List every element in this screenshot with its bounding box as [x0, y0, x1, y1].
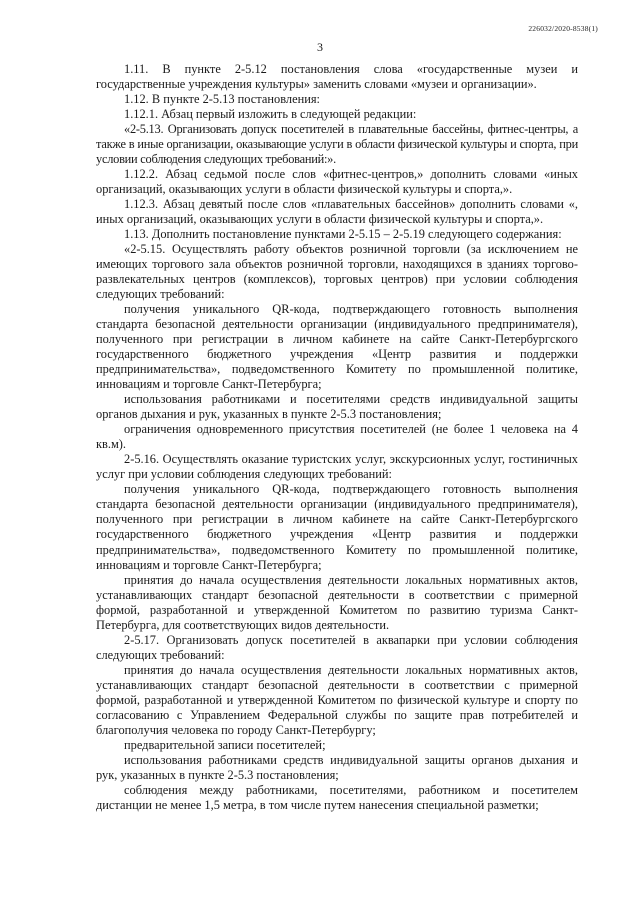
paragraph-1-12-3: 1.12.3. Абзац девятый после слов «плавательных бассейнов» дополнить словами «, иных организаций, оказывающих услуги в области физической культуры и спорта,». [96, 197, 578, 227]
paragraph-distance: соблюдения между работниками, посетителями, работником и посетителем дистанции не менее 1,5 метра, в том числе путем нанесения специальной разметки; [96, 782, 578, 812]
paragraph-local-acts-tourism: принятия до начала осуществления деятельности локальных нормативных актов, устанавливающих стандарт безопасной деятельности в соответствии с примерной формой, разработанной и утвержденной Комитетом по развитию туризма Санкт-Петербурга, для соответствующих видов деятельности. [96, 572, 578, 632]
paragraph-1-13: 1.13. Дополнить постановление пунктами 2-5.15 – 2-5.19 следующего содержания: [124, 227, 562, 242]
page-number: 3 [317, 40, 323, 54]
paragraph-qr-code-requirement: получения уникального QR-кода, подтверждающего готовность выполнения стандарта безопасной деятельности организации (индивидуального предпринимателя), полученного при регистрации в личном кабинете на сайте Санкт-Петербургского государственного бюджетного учреждения «Центр развития и поддержки предпринимательства», подведомственного Комитету по промышленной политике, инновациям и торговле Санкт-Петербурга; [96, 482, 578, 572]
paragraph-ppe-requirement: использования работниками и посетителями средств индивидуальной защиты органов дыхания и рук, указанных в пункте 2-5.3 постановления; [96, 392, 578, 422]
document-body [96, 62, 578, 813]
paragraph-2-5-17: 2-5.17. Организовать допуск посетителей в аквапарки при условии соблюдения следующих требований: [96, 632, 578, 662]
paragraph-1-12-1: 1.12.1. Абзац первый изложить в следующей редакции: [124, 107, 417, 122]
paragraph-pre-registration: предварительной записи посетителей; [124, 737, 326, 752]
paragraph-1-12: 1.12. В пункте 2-5.13 постановления: [124, 92, 320, 107]
document-registration-number: 226032/2020-8538(1) [528, 24, 598, 33]
paragraph-qr-code-requirement: получения уникального QR-кода, подтверждающего готовность выполнения стандарта безопасной деятельности организации (индивидуального предпринимателя), полученного при регистрации в личном кабинете на сайте Санкт-Петербургского государственного бюджетного учреждения «Центр развития и поддержки предпринимательства», подведомственного Комитету по промышленной политике, инновациям и торговле Санкт-Петербурга; [96, 302, 578, 392]
paragraph-2-5-15: «2-5.15. Осуществлять работу объектов розничной торговли (за исключением не имеющих торгового зала объектов розничной торговли, находящихся в зданиях торгово-развлекательных центров (комплексов), торговых центров) при условии соблюдения следующих требований: [96, 242, 578, 302]
paragraph-1-11: 1.11. В пункте 2-5.12 постановления слова «государственные музеи и государственные учреждения культуры» заменить словами «музеи и организации». [96, 62, 578, 92]
paragraph-2-5-13-quote: «2-5.13. Организовать допуск посетителей в плавательные бассейны, фитнес-центры, а также в иные организации, оказывающие услуги в области физической культуры и спорта, при условии соблюдения следующих требований:». [96, 122, 578, 167]
paragraph-1-12-2: 1.12.2. Абзац седьмой после слов «фитнес-центров,» дополнить словами «иных организаций, оказывающих услуги в области физической культуры и спорта,». [96, 167, 578, 197]
paragraph-occupancy-limit: ограничения одновременного присутствия посетителей (не более 1 человека на 4 кв.м). [96, 422, 578, 452]
paragraph-local-acts-sport: принятия до начала осуществления деятельности локальных нормативных актов, устанавливающих стандарт безопасной деятельности в соответствии с примерной формой, разработанной и утвержденной Комитетом по физической культуре и спорту по согласованию с Управлением Федеральной службы по защите прав потребителей и благополучия человека по городу Санкт-Петербургу; [96, 662, 578, 737]
paragraph-2-5-16: 2-5.16. Осуществлять оказание туристских услуг, экскурсионных услуг, гостиничных услуг при условии соблюдения следующих требований: [96, 452, 578, 482]
paragraph-ppe-workers: использования работниками средств индивидуальной защиты органов дыхания и рук, указанных в пункте 2-5.3 постановления; [96, 752, 578, 782]
